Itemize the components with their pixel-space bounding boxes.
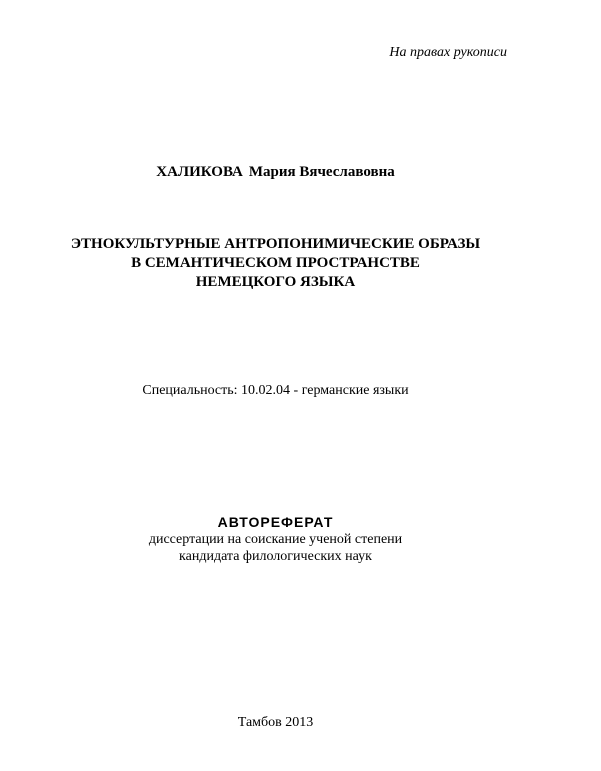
title-line: ЭТНОКУЛЬТУРНЫЕ АНТРОПОНИМИЧЕСКИЕ ОБРАЗЫ — [70, 236, 481, 252]
place-year: Тамбов 2013 — [237, 715, 314, 730]
abstract-heading: АВТОРЕФЕРАТ — [217, 514, 334, 530]
abstract-line: кандидата филологических наук — [179, 549, 372, 564]
author-surname: ХАЛИКОВА — [156, 164, 243, 180]
abstract-block — [0, 513, 551, 565]
specialty-line: Специальность: 10.02.04 - германские языки — [142, 383, 409, 398]
rights-note: На правах рукописи — [389, 45, 507, 60]
title-line: НЕМЕЦКОГО ЯЗЫКА — [195, 274, 356, 290]
author-name — [0, 165, 551, 180]
abstract-line: диссертации на соискание ученой степени — [148, 532, 403, 547]
author-given-names: Мария Вячеславовна — [248, 164, 395, 180]
title-line: В СЕМАНТИЧЕСКОМ ПРОСТРАНСТВЕ — [131, 255, 420, 271]
dissertation-title — [0, 235, 551, 292]
